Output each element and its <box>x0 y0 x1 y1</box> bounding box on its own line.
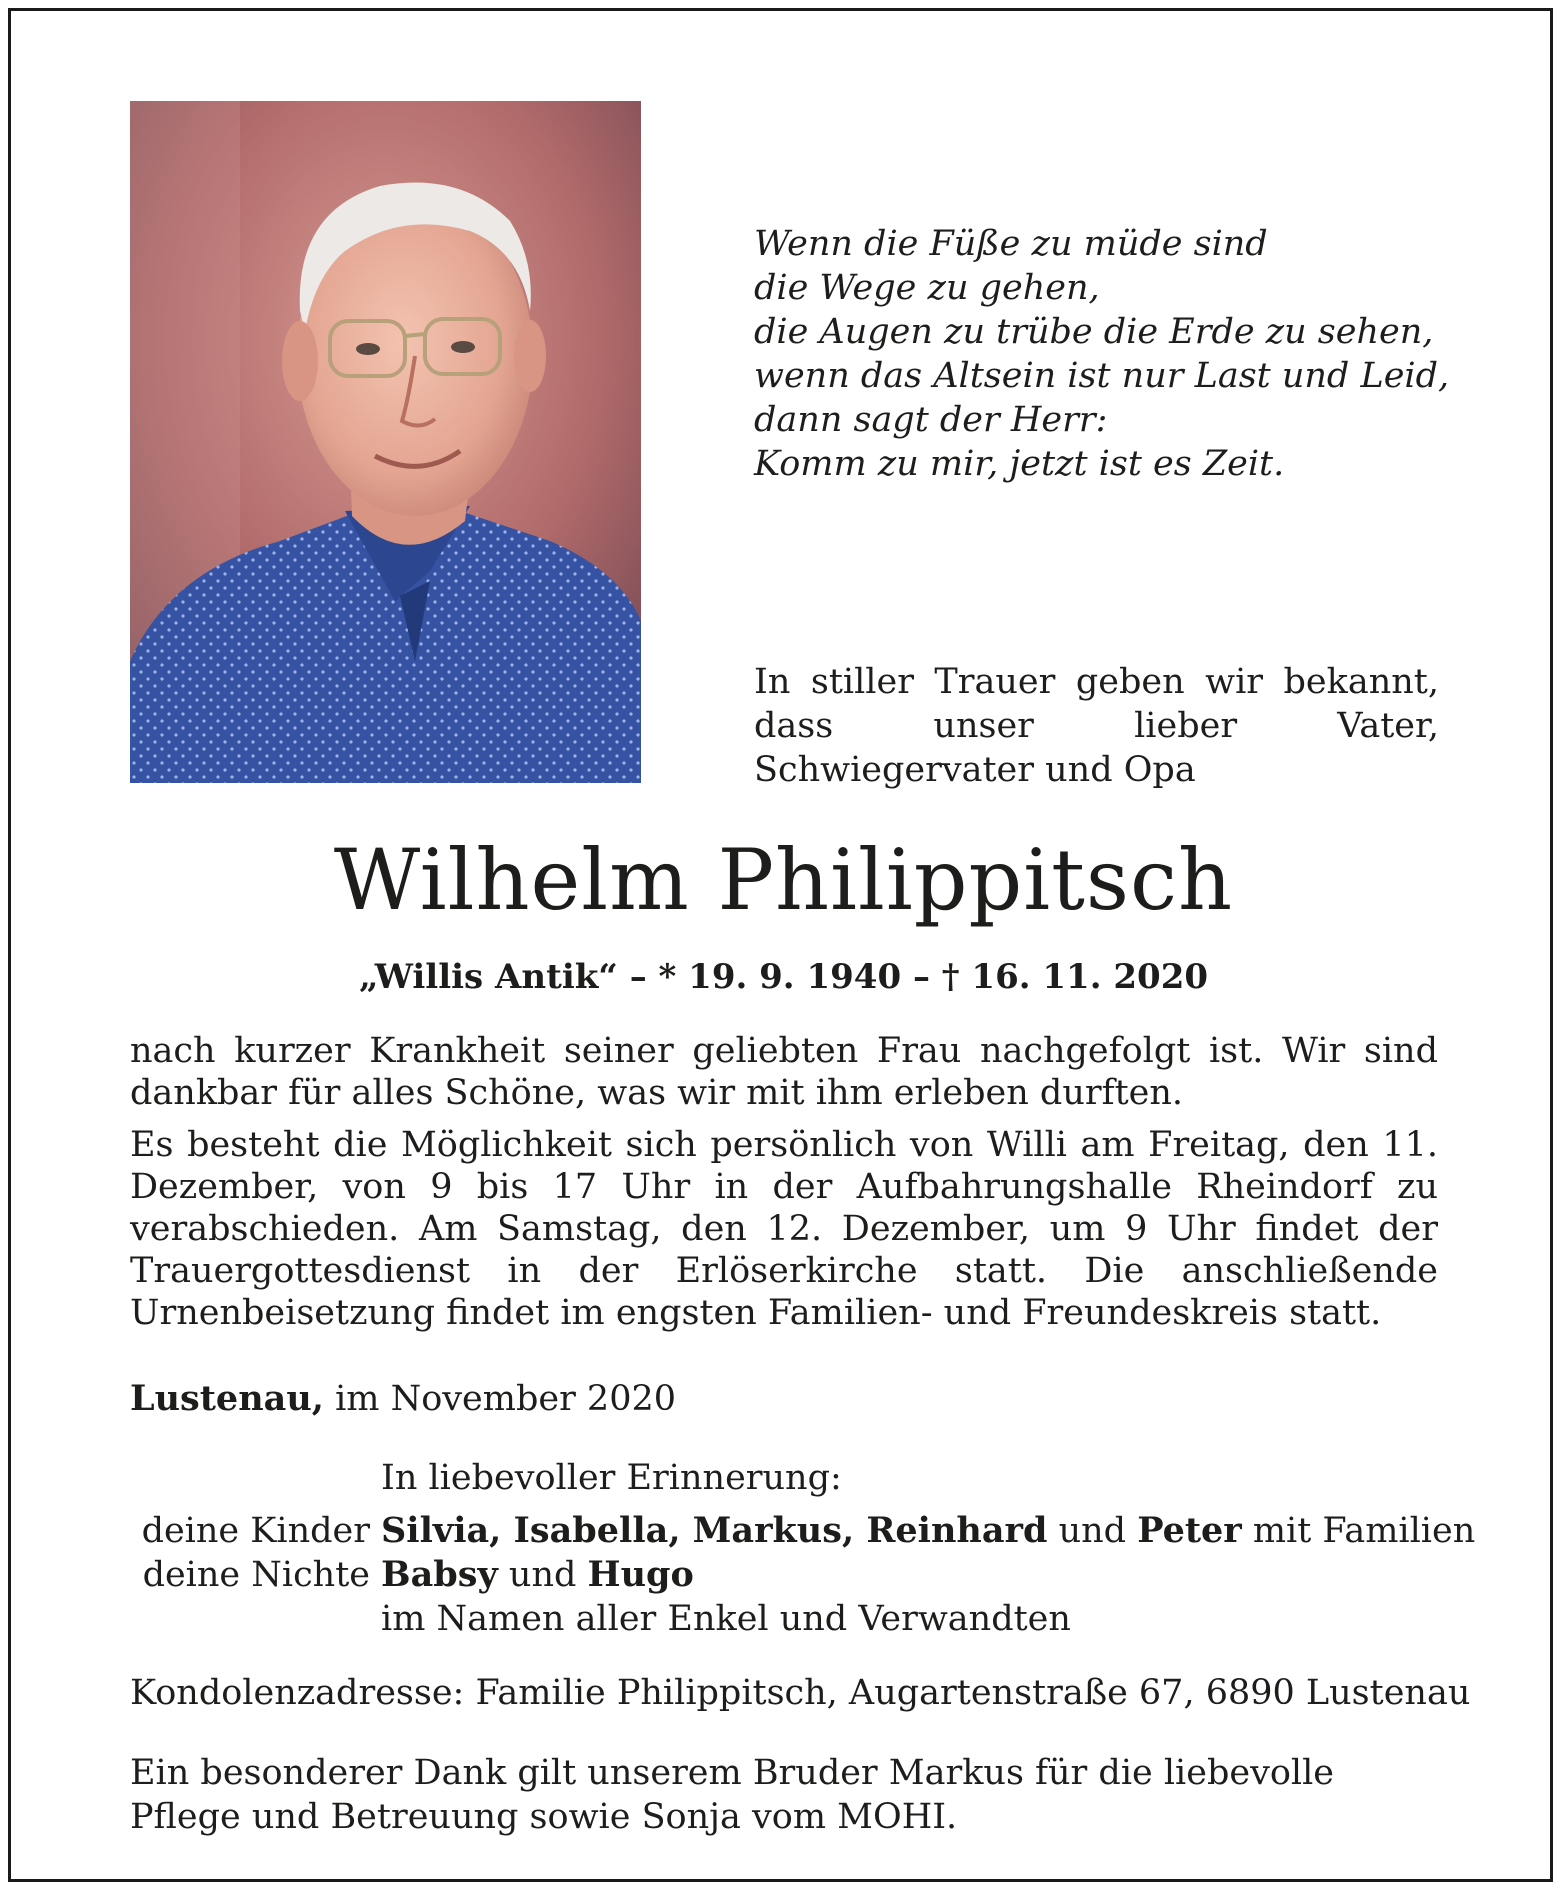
children-names-bold: Silvia, Isabella, Markus, Reinhard <box>381 1510 1048 1551</box>
body-paragraph: Es besteht die Möglichkeit sich persönlich von Willi am Freitag, den 11. Dezember, von 9 bis 17 Uhr in der Aufbahrungshalle Rheindorf zu verabschieden. Am Samstag, den 12. Dezember, um 9 Uhr findet der Trauergottesdienst in der Erlöserkirche statt. Die anschließende Urnenbeisetzung findet im engsten Familien- und Freundeskreis statt. <box>130 1125 1438 1333</box>
deceased-dates <box>0 955 1567 999</box>
body-paragraph: nach kurzer Krankheit seiner geliebten Frau nachgefolgt ist. Wir sind dankbar für alles Schöne, was wir mit ihm erleben durften. <box>130 1031 1438 1113</box>
portrait-photo <box>130 101 641 783</box>
niece-label: deine Nichte <box>142 1555 370 1595</box>
niece-names <box>381 1553 694 1597</box>
place-date <box>130 1377 676 1421</box>
birth-date: – * 19. 9. 1940 <box>629 957 902 997</box>
niece-and: und <box>497 1555 588 1595</box>
place-city: Lustenau, <box>130 1378 324 1419</box>
children-label: deine Kinder <box>141 1511 370 1551</box>
poem-line: Wenn die Füße zu müde sind <box>754 224 1268 264</box>
niece-name-1: Babsy <box>381 1554 498 1595</box>
poem-line: dann sagt der Herr: <box>754 400 1108 440</box>
children-name-last: Peter <box>1137 1510 1242 1551</box>
poem-line: Komm zu mir, jetzt ist es Zeit. <box>754 444 1285 484</box>
poem-line: die Wege zu gehen, <box>754 268 1100 308</box>
portrait-illustration <box>130 101 641 783</box>
deceased-nickname: „Willis Antik“ <box>358 957 618 997</box>
other-relatives: im Namen aller Enkel und Verwandten <box>381 1599 1071 1639</box>
memory-heading: In liebevoller Erinnerung: <box>381 1458 842 1498</box>
thanks-note: Ein besonderer Dank gilt unserem Bruder Markus für die liebevolle Pflege und Betreuung sowie Sonja vom MOHI. <box>130 1753 1335 1837</box>
deceased-name: Wilhelm Philippitsch <box>333 831 1234 929</box>
poem-line: die Augen zu trübe die Erde zu sehen, <box>754 312 1434 352</box>
poem <box>754 222 1454 486</box>
place-date-text: im November 2020 <box>323 1379 677 1419</box>
niece-name-2: Hugo <box>587 1554 694 1595</box>
condolence-address: Kondolenzadresse: Familie Philippitsch, Augartenstraße 67, 6890 Lustenau <box>130 1673 1471 1713</box>
announcement-body <box>130 1030 1438 1344</box>
announcement-intro: In stiller Trauer geben wir bekannt, dass unser lieber Vater, Schwiegervater und Opa <box>754 662 1439 790</box>
children-and: und <box>1047 1511 1138 1551</box>
children-names <box>381 1509 1475 1553</box>
poem-line: wenn das Altsein ist nur Last und Leid, <box>754 356 1450 396</box>
death-date: – † 16. 11. 2020 <box>912 957 1209 997</box>
children-suffix: mit Familien <box>1241 1511 1476 1551</box>
